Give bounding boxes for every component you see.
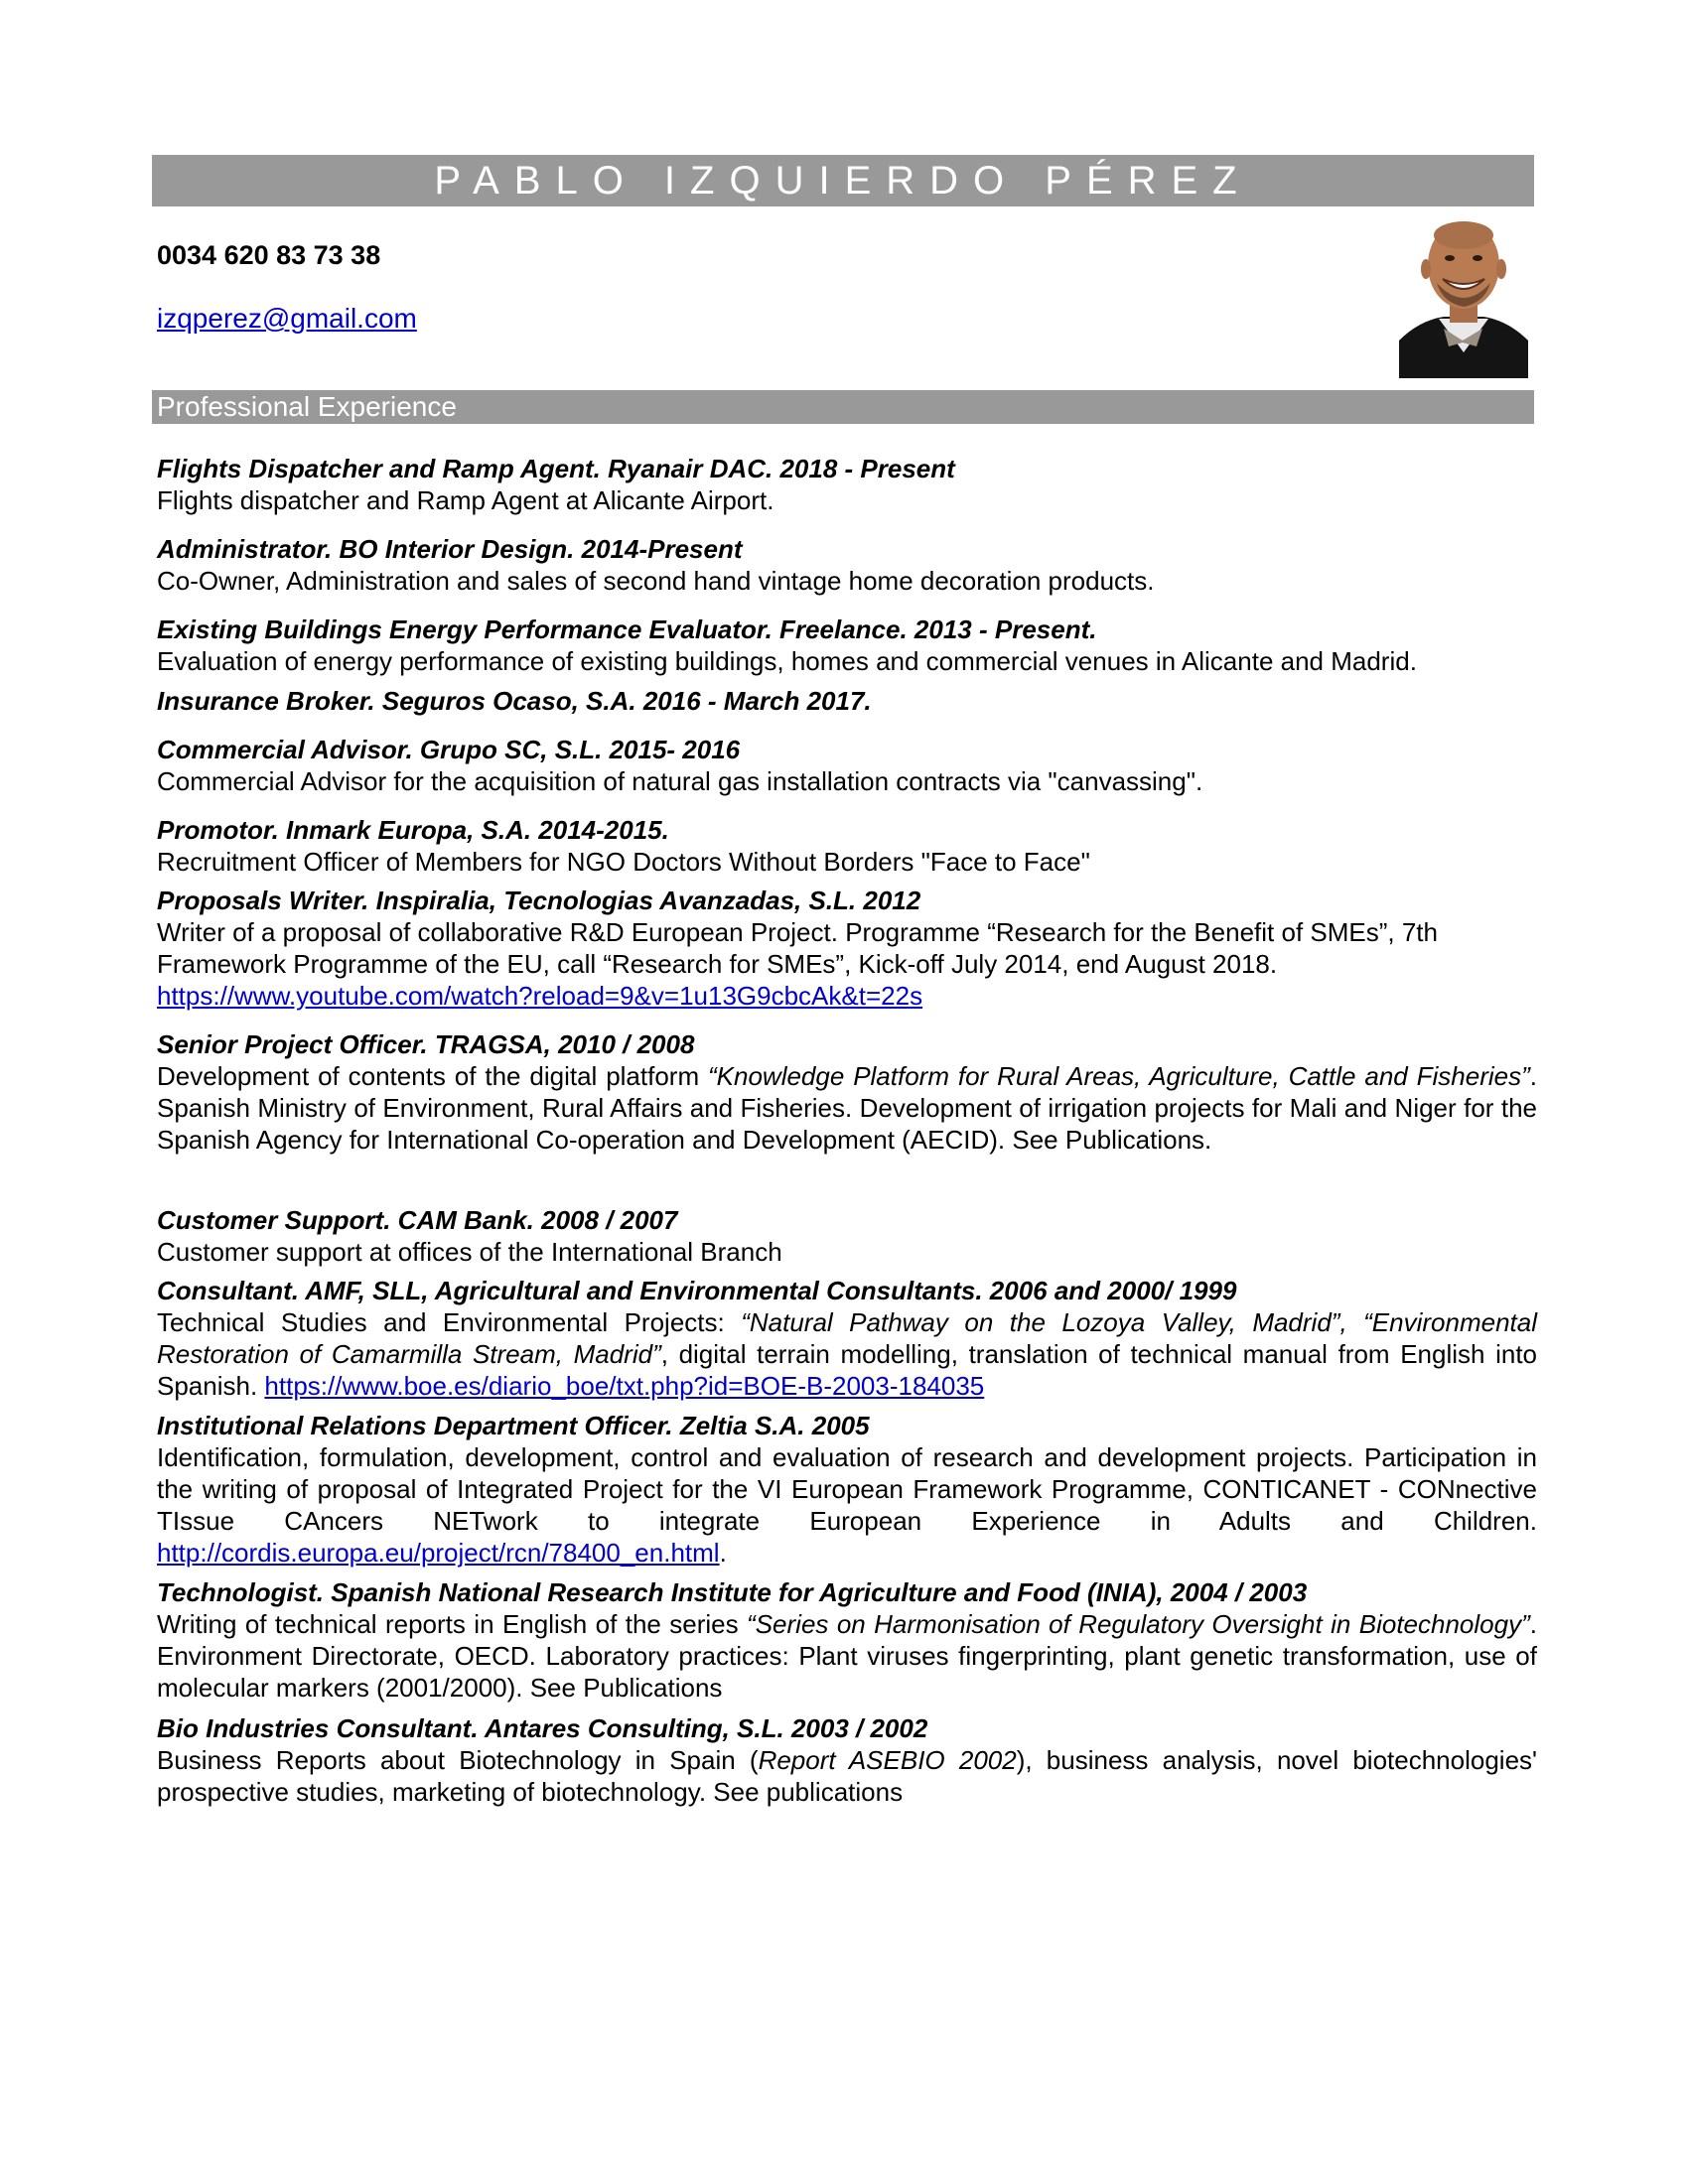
experience-entry [157,685,1537,717]
experience-entry [157,1712,1537,1808]
desc-text: . [719,1538,727,1568]
experience-entry [157,1204,1537,1268]
experience-entry [157,614,1537,677]
experience-entry [157,1275,1537,1402]
experience-entry [157,453,1537,516]
name-banner [152,155,1534,206]
job-title: Senior Project Officer. TRAGSA, 2010 / 2008 [157,1029,695,1059]
profile-photo [1399,213,1528,378]
job-description: Evaluation of energy performance of existing buildings, homes and commercial venues in Alicante and Madrid. [157,646,1417,676]
experience-entry [157,1576,1537,1704]
job-title: Administrator. BO Interior Design. 2014-Present [157,534,743,564]
job-title: Technologist. Spanish National Research Institute for Agriculture and Food (INIA), 2004 / 2003 [157,1577,1308,1607]
desc-italic: “Series on Harmonisation of Regulatory Oversight in Biotechnology” [747,1609,1530,1639]
experience-entry [157,1410,1537,1569]
job-title: Customer Support. CAM Bank. 2008 / 2007 [157,1205,678,1235]
job-title: Insurance Broker. Seguros Ocaso, S.A. 2016 - March 2017. [157,686,872,716]
desc-text: Technical Studies and Environmental Projects: [157,1307,742,1337]
job-description [157,1306,1537,1402]
job-description: Co-Owner, Administration and sales of second hand vintage home decoration products. [157,566,1155,596]
desc-text: . Spanish Ministry of Environment, Rural Affairs and Fisheries. Development of irrigation projects for Mali and Niger for the Spanish Agency for International Co-operation and Development (AECID). See Publications. [157,1061,1537,1155]
email-link[interactable]: izqperez@gmail.com [157,303,417,334]
job-description [157,1060,1537,1156]
job-description: Writer of a proposal of collaborative R&D European Project. Programme “Research for the Benefit of SMEs”, 7th Framework Programme of the EU, call “Research for SMEs”, Kick-off July 2014, end August 2018. [157,917,1438,979]
experience-entry [157,734,1537,797]
desc-text: . Environment Directorate, OECD. Laboratory practices: Plant viruses fingerprinting, plant genetic transformation, use of molecular markers (2001/2000). See Publications [157,1609,1537,1703]
cordis-link[interactable]: http://cordis.europa.eu/project/rcn/78400_en.html [157,1538,720,1568]
desc-italic: “Knowledge Platform for Rural Areas, Agriculture, Cattle and Fisheries” [708,1061,1530,1091]
section-title: Professional Experience [157,391,457,422]
job-title: Consultant. AMF, SLL, Agricultural and Environmental Consultants. 2006 and 2000/ 1999 [157,1276,1237,1305]
job-description [157,1608,1537,1704]
desc-text: Writing of technical reports in English of the series [157,1609,748,1639]
desc-text: Identification, formulation, development, control and evaluation of research and development projects. Participation in the writing of proposal of Integrated Project for the VI European Framework Programme, CONTICANET - CONnective TIssue CAncers NETwork to integrate European Experience in Adults and Children. [157,1442,1537,1536]
phone-number: 0034 620 83 73 38 [157,240,381,270]
job-title: Proposals Writer. Inspiralia, Tecnologias Avanzadas, S.L. 2012 [157,886,921,915]
job-description: Customer support at offices of the International Branch [157,1237,782,1267]
job-title: Existing Buildings Energy Performance Evaluator. Freelance. 2013 - Present. [157,614,1097,644]
job-description: Recruitment Officer of Members for NGO Doctors Without Borders "Face to Face" [157,847,1090,877]
full-name: PABLO IZQUIERDO PÉREZ [434,159,1252,203]
desc-text: , digital terrain modelling, translation of technical manual from English into Spanish. [157,1339,1538,1401]
job-title: Commercial Advisor. Grupo SC, S.L. 2015- 2016 [157,735,741,764]
job-description [157,1441,1537,1569]
job-title: Promotor. Inmark Europa, S.A. 2014-2015. [157,815,669,845]
desc-text: ), business analysis, novel biotechnologies' prospective studies, marketing of biotechnology. See publications [157,1745,1537,1807]
desc-italic: “Natural Pathway on the Lozoya Valley, Madrid”, “Environmental Restoration of Camarmilla Stream, Madrid” [157,1307,1538,1369]
job-title: Flights Dispatcher and Ramp Agent. Ryanair DAC. 2018 - Present [157,454,955,483]
job-description: Commercial Advisor for the acquisition of natural gas installation contracts via "canvassing". [157,766,1203,796]
desc-text: Development of contents of the digital platform [157,1061,708,1091]
desc-italic: Report ASEBIO 2002 [758,1745,1017,1775]
section-header-professional-experience [152,390,1534,424]
boe-link[interactable]: https://www.boe.es/diario_boe/txt.php?id=BOE-B-2003-184035 [264,1371,985,1401]
experience-entry [157,1028,1537,1156]
desc-text: Business Reports about Biotechnology in Spain ( [157,1745,759,1775]
youtube-link[interactable]: https://www.youtube.com/watch?reload=9&v=1u13G9cbcAk&t=22s [157,981,923,1011]
job-description [157,1744,1537,1808]
job-description: Flights dispatcher and Ramp Agent at Alicante Airport. [157,485,774,515]
job-title: Bio Industries Consultant. Antares Consulting, S.L. 2003 / 2002 [157,1713,928,1743]
experience-entry [157,814,1537,878]
experience-entry [157,885,1537,1012]
job-title: Institutional Relations Department Officer. Zeltia S.A. 2005 [157,1411,870,1440]
experience-entry [157,533,1537,597]
